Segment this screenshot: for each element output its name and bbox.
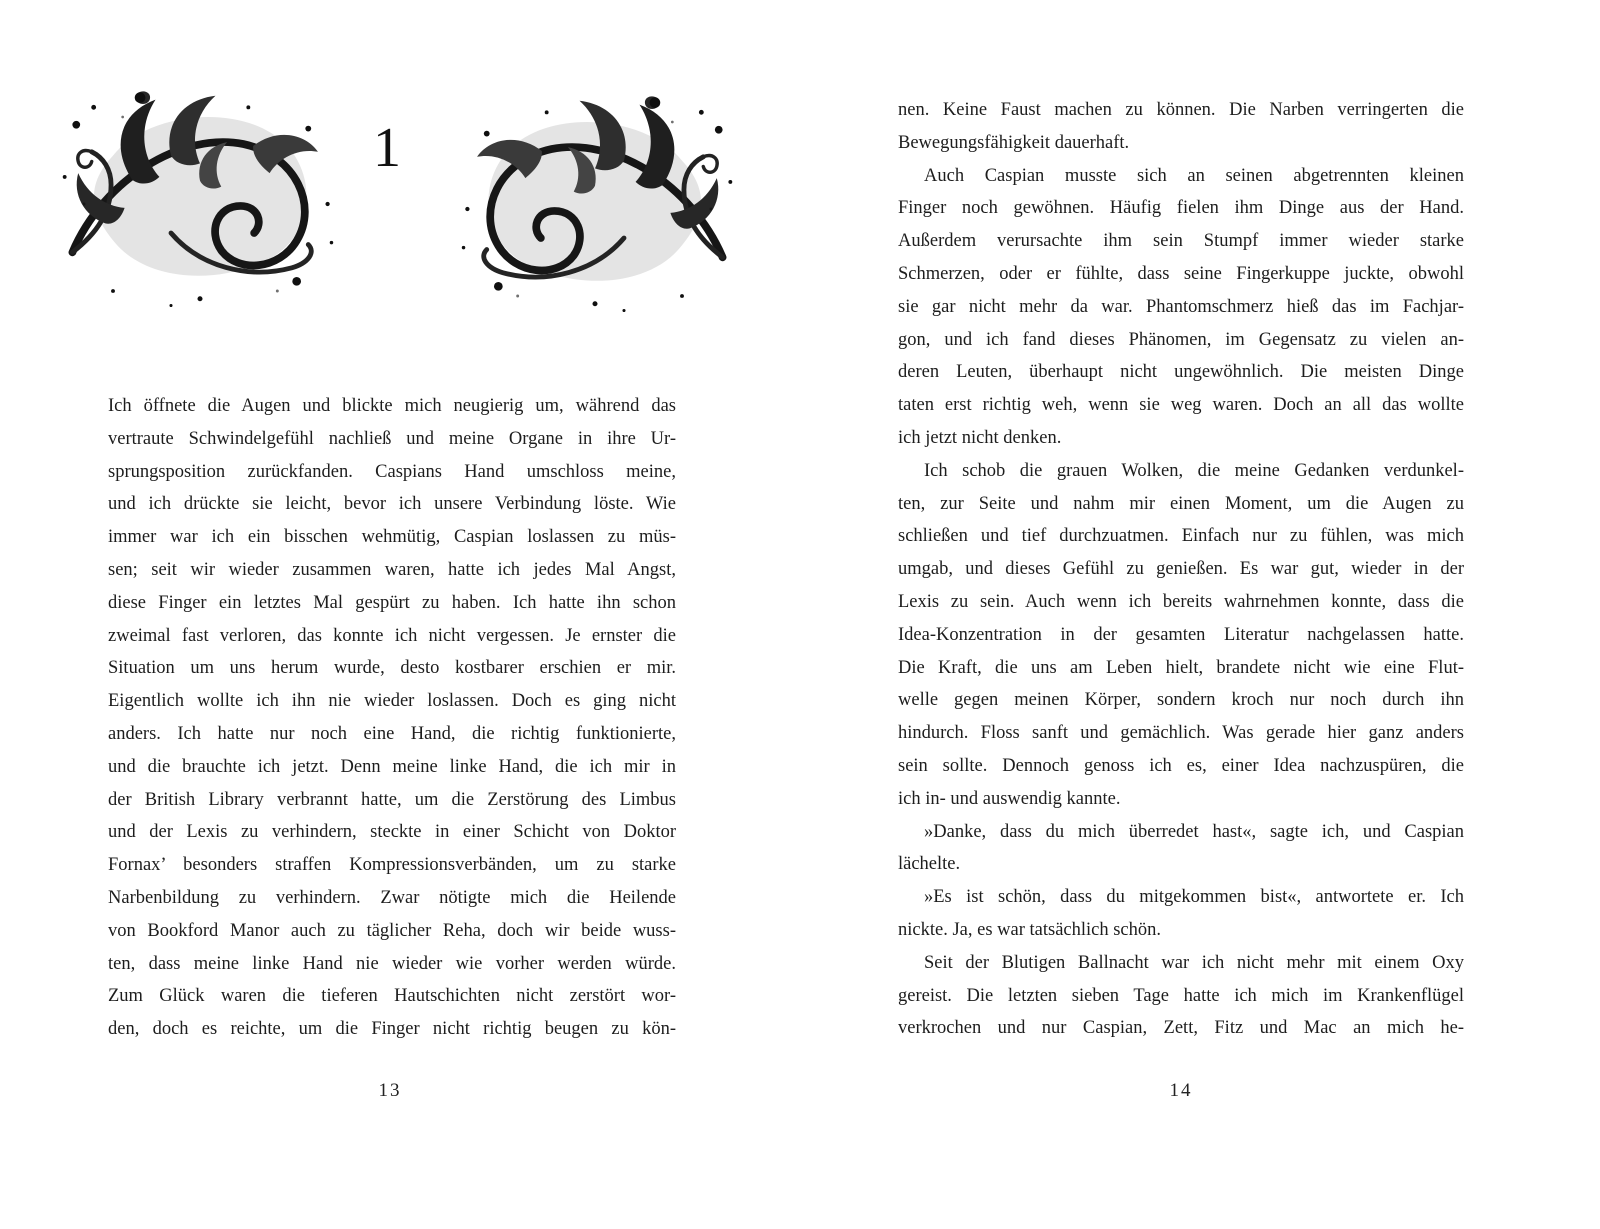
text-line: von Bookford Manor auch zu täglicher Reha, doch wir beide wuss- (108, 920, 676, 941)
text-line: ten, zur Seite und nahm mir einen Moment, um die Augen zu (898, 493, 1464, 514)
text-line: nickte. Ja, es war tatsächlich schön. (898, 919, 1162, 940)
text-line: gereist. Die letzten sieben Tage hatte ich mich im Krankenflügel (898, 985, 1464, 1006)
text-line: Eigentlich wollte ich ihn nie wieder loslassen. Doch es ging nicht (108, 691, 676, 712)
text-line: sie gar nicht mehr da war. Phantomschmerz hieß das im Fachjar- (898, 296, 1464, 317)
floral-ornament-right (450, 90, 740, 328)
text-line: und die brauchte ich jetzt. Denn meine linke Hand, die ich mir in (108, 756, 676, 777)
text-line: ich in- und auswendig kannte. (898, 788, 1121, 809)
left-page-text (108, 390, 676, 1046)
page-number-right: 14 (1169, 1080, 1193, 1101)
flourish-graphic (450, 90, 740, 328)
text-line: Finger noch gewöhnen. Häufig fielen ihm Dinge aus der Hand. (898, 198, 1464, 219)
text-line: Zum Glück waren die tieferen Hautschichten nicht zerstört wor- (108, 986, 676, 1007)
text-line: ich jetzt nicht denken. (898, 427, 1062, 448)
text-line: gon, und ich fand dieses Phänomen, im Gegensatz zu vielen an- (898, 329, 1464, 350)
text-line: sein sollte. Dennoch genoss ich es, einer Idea nachzuspüren, die (898, 755, 1464, 776)
text-line: sprungsposition zurückfanden. Caspians Hand umschloss meine, (108, 461, 676, 482)
text-line: der British Library verbrannt hatte, um die Zerstörung des Limbus (108, 789, 676, 810)
text-line: immer war ich ein bisschen wehmütig, Caspian loslassen zu müs- (108, 527, 676, 548)
text-line: den, doch es reichte, um die Finger nicht richtig beugen zu kön- (108, 1019, 676, 1040)
text-line: umgab, und dieses Gefühl zu genießen. Es war gut, wieder in der (898, 559, 1464, 580)
text-line: lächelte. (898, 854, 961, 875)
text-line: taten erst richtig weh, wenn sie weg waren. Doch an all das wollte (898, 395, 1464, 416)
text-line: Auch Caspian musste sich an seinen abgetrennten kleinen (924, 165, 1464, 186)
text-line: Narbenbildung zu verhindern. Zwar nötigte mich die Heilende (108, 887, 676, 908)
text-line: Fornax’ besonders straffen Kompressionsverbänden, um zu starke (108, 855, 676, 876)
text-line: Idea-Konzentration in der gesamten Literatur nachgelassen hatte. (898, 624, 1464, 645)
flourish-graphic (55, 85, 345, 323)
text-line: nen. Keine Faust machen zu können. Die Narben verringerten die (898, 100, 1464, 120)
text-line: Außerdem verursachte ihm sein Stumpf immer wieder starke (898, 231, 1464, 252)
text-line: Bewegungsfähigkeit dauerhaft. (898, 132, 1130, 153)
text-line: »Es ist schön, dass du mitgekommen bist«, antwortete er. Ich (924, 887, 1464, 908)
text-line: anders. Ich hatte nur noch eine Hand, die richtig funktionierte, (108, 723, 676, 744)
text-line: Schmerzen, oder er fühlte, dass seine Fingerkuppe juckte, obwohl (898, 263, 1464, 284)
text-line: welle gegen meinen Körper, sondern kroch nur noch durch ihn (898, 690, 1464, 711)
text-line: schließen und tief durchzuatmen. Einfach nur zu fühlen, was mich (898, 526, 1464, 547)
text-line: Die Kraft, die uns am Leben hielt, brandete nicht wie eine Flut- (898, 657, 1464, 678)
floral-ornament-left (55, 85, 345, 323)
text-line: diese Finger ein letztes Mal gespürt zu haben. Ich hatte ihn schon (108, 592, 676, 613)
page-number-left: 13 (378, 1080, 402, 1101)
text-line: verkrochen und nur Caspian, Zett, Fitz und Mac an mich he- (898, 1018, 1464, 1039)
text-line: Seit der Blutigen Ballnacht war ich nicht mehr mit einem Oxy (924, 952, 1464, 973)
text-line: und der Lexis zu verhindern, steckte in einer Schicht von Doktor (108, 822, 676, 843)
chapter-number: 1 (373, 117, 401, 179)
text-line: deren Leuten, überhaupt nicht ungewöhnlich. Die meisten Dinge (898, 362, 1464, 383)
text-line: hindurch. Floss sanft und gemächlich. Was gerade hier ganz anders (898, 723, 1464, 744)
text-line: vertraute Schwindelgefühl nachließ und meine Organe in ihre Ur- (108, 428, 676, 449)
text-line: »Danke, dass du mich überredet hast«, sagte ich, und Caspian (924, 821, 1464, 842)
text-line: Ich schob die grauen Wolken, die meine Gedanken verdunkel- (924, 460, 1464, 481)
text-line: und ich drückte sie leicht, bevor ich unsere Verbindung löste. Wie (108, 494, 676, 515)
right-page-text (898, 94, 1464, 1045)
text-line: Lexis zu sein. Auch wenn ich bereits wahrnehmen konnte, dass die (898, 591, 1464, 612)
text-line: Situation um uns herum wurde, desto kostbarer erschien er mir. (108, 658, 676, 679)
text-line: ten, dass meine linke Hand nie wieder wie vorher werden würde. (108, 953, 676, 974)
text-line: zweimal fast verloren, das konnte ich nicht vergessen. Je ernster die (108, 625, 676, 646)
text-line: sen; seit wir wieder zusammen waren, hatte ich jedes Mal Angst, (108, 559, 676, 580)
text-line: Ich öffnete die Augen und blickte mich neugierig um, während das (108, 396, 676, 416)
